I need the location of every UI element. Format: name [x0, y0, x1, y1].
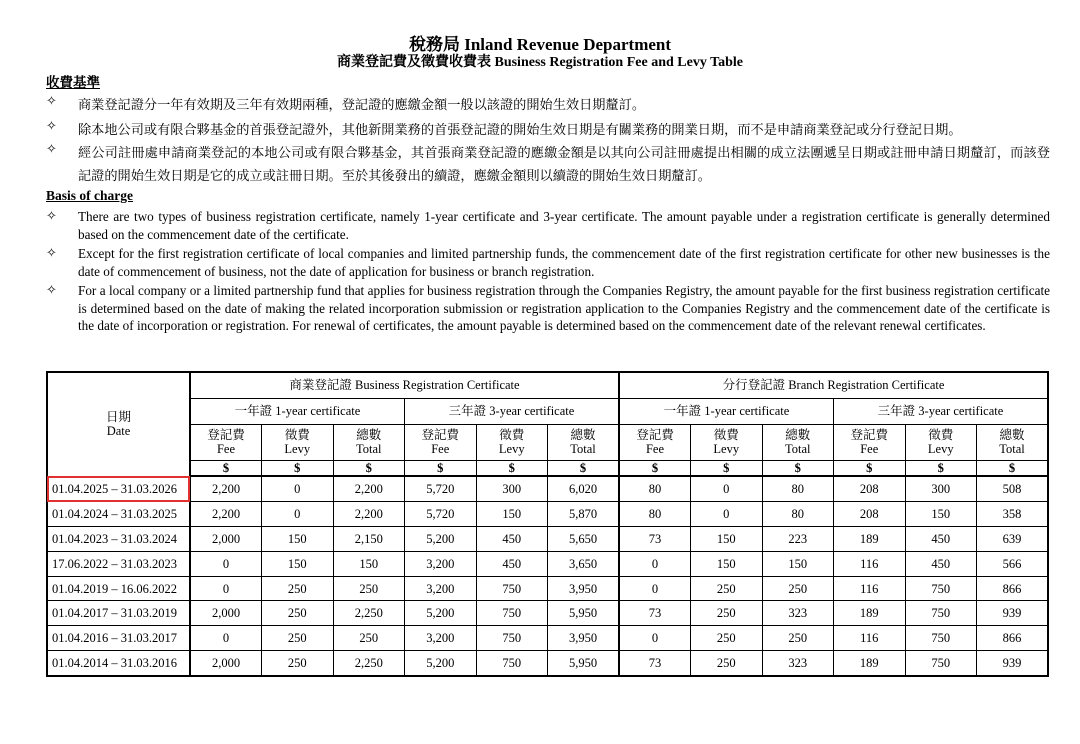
value-cell: 566 — [977, 551, 1049, 576]
date-header-zh: 日期 — [105, 410, 131, 425]
page-title: 稅務局 Inland Revenue Department — [408, 35, 672, 54]
value-cell: 189 — [834, 651, 906, 676]
value-cell: 2,000 — [190, 601, 262, 626]
basis-heading-zh: 收費基準 — [46, 75, 100, 90]
value-cell: 750 — [905, 626, 977, 651]
column-header — [476, 424, 548, 460]
value-cell: 3,650 — [548, 551, 620, 576]
group-header-branch: 分行登記證 Branch Registration Certificate — [619, 372, 1048, 398]
value-cell: 150 — [476, 502, 548, 527]
basis-en-bullet-2 — [46, 245, 1050, 280]
column-header-zh: 徵費 — [499, 428, 525, 443]
value-cell: 250 — [691, 651, 763, 676]
value-cell: 5,950 — [548, 601, 620, 626]
column-header-zh: 徵費 — [284, 428, 310, 443]
column-header — [548, 424, 620, 460]
value-cell: 250 — [333, 626, 405, 651]
value-cell: 250 — [762, 576, 834, 601]
value-cell: 250 — [262, 651, 334, 676]
value-cell: 450 — [905, 551, 977, 576]
value-cell: 750 — [905, 601, 977, 626]
bullet-icon: ✧ — [46, 93, 58, 108]
value-cell: 5,200 — [405, 601, 477, 626]
value-cell: 73 — [619, 527, 691, 552]
bullet-icon: ✧ — [46, 118, 58, 133]
basis-zh-bullet-3 — [46, 141, 1050, 187]
date-cell: 01.04.2024 – 31.03.2025 — [47, 502, 190, 527]
value-cell: 2,000 — [190, 651, 262, 676]
currency-cell: $ — [977, 460, 1049, 476]
value-cell: 750 — [476, 626, 548, 651]
column-header-en: Total — [570, 442, 596, 457]
basis-zh-text-3: 經公司註冊處申請商業登記的本地公司或有限合夥基金，其首張商業登記證的應繳金額是以其向公司註冊處提出相關的成立法團遞呈日期或註冊申請日期釐訂，而該登記證的開始生效日期是它的成立或註冊日期。至於其後發出的續證，應繳金額則以續證的開始生效日期釐訂。 — [78, 145, 1050, 183]
value-cell: 3,200 — [405, 626, 477, 651]
value-cell: 866 — [977, 576, 1049, 601]
value-cell: 80 — [762, 476, 834, 501]
currency-cell: $ — [834, 460, 906, 476]
value-cell: 5,200 — [405, 651, 477, 676]
value-cell: 250 — [262, 576, 334, 601]
column-header-zh: 總數 — [999, 428, 1025, 443]
bullet-icon: ✧ — [46, 141, 58, 156]
basis-en-text-2: Except for the first registration certificate of local companies and limited partnership funds, the commencement date of the first registration certificate for other new businesses is the date of commencement of business, not the date of application for business or branch registration. — [78, 246, 1050, 279]
value-cell: 3,950 — [548, 576, 620, 601]
column-header-en: Levy — [713, 442, 740, 457]
date-cell: 01.04.2017 – 31.03.2019 — [47, 601, 190, 626]
column-header — [691, 424, 763, 460]
basis-en-bullet-1 — [46, 208, 1050, 243]
value-cell: 5,720 — [405, 476, 477, 501]
table-row — [47, 527, 1048, 552]
column-header-en: Levy — [498, 442, 525, 457]
value-cell: 5,950 — [548, 651, 620, 676]
value-cell: 2,250 — [333, 651, 405, 676]
group-header-business: 商業登記證 Business Registration Certificate — [190, 372, 619, 398]
table-row — [47, 601, 1048, 626]
value-cell: 5,650 — [548, 527, 620, 552]
table-row — [47, 576, 1048, 601]
column-header-en: Fee — [860, 442, 879, 457]
column-header — [762, 424, 834, 460]
value-cell: 450 — [476, 551, 548, 576]
value-cell: 0 — [619, 576, 691, 601]
value-cell: 2,200 — [333, 476, 405, 501]
column-header-zh: 登記費 — [636, 428, 674, 443]
subgroup-header: 一年證 1-year certificate — [619, 398, 834, 424]
column-header-en: Total — [784, 442, 811, 457]
value-cell: 150 — [262, 527, 334, 552]
table-row — [47, 551, 1048, 576]
value-cell: 508 — [977, 476, 1049, 501]
column-header-zh: 總數 — [785, 428, 811, 443]
value-cell: 150 — [262, 551, 334, 576]
column-header-zh: 登記費 — [850, 428, 888, 443]
value-cell: 250 — [262, 626, 334, 651]
value-cell: 3,200 — [405, 576, 477, 601]
basis-en-bullet-3 — [46, 282, 1050, 335]
basis-en-text-3: For a local company or a limited partnership fund that applies for business registration through the Companies Registry, the amount payable for the first business registration certificate is determined based on the date of making the related incorporation submission or registration application to the Companies Registry and the commencement date of the certificate is the date of incorporation or registration. For renewal of certificates, the amount payable is determined based on the commencement date of the relevant renewal certificates. — [78, 283, 1050, 333]
value-cell: 750 — [905, 651, 977, 676]
value-cell: 358 — [977, 502, 1049, 527]
column-header-zh: 登記費 — [421, 428, 459, 443]
value-cell: 150 — [905, 502, 977, 527]
table-row — [47, 626, 1048, 651]
fee-levy-table — [46, 371, 1049, 677]
value-cell: 0 — [262, 476, 334, 501]
value-cell: 750 — [905, 576, 977, 601]
value-cell: 0 — [691, 476, 763, 501]
date-cell: 01.04.2014 – 31.03.2016 — [47, 651, 190, 676]
value-cell: 208 — [834, 476, 906, 501]
value-cell: 3,950 — [548, 626, 620, 651]
bullet-icon: ✧ — [46, 245, 58, 260]
value-cell: 323 — [762, 601, 834, 626]
column-header — [977, 424, 1049, 460]
value-cell: 0 — [190, 576, 262, 601]
date-cell: 01.04.2019 – 16.06.2022 — [47, 576, 190, 601]
value-cell: 2,200 — [190, 476, 262, 501]
value-cell: 0 — [691, 502, 763, 527]
value-cell: 250 — [691, 601, 763, 626]
column-header-en: Levy — [284, 442, 311, 457]
date-cell: 01.04.2016 – 31.03.2017 — [47, 626, 190, 651]
value-cell: 5,720 — [405, 502, 477, 527]
value-cell: 150 — [762, 551, 834, 576]
basis-zh-bullet-1 — [46, 93, 1050, 116]
currency-cell: $ — [476, 460, 548, 476]
value-cell: 0 — [262, 502, 334, 527]
value-cell: 250 — [762, 626, 834, 651]
bullet-icon: ✧ — [46, 208, 58, 223]
date-header-en: Date — [106, 424, 131, 439]
value-cell: 150 — [691, 527, 763, 552]
column-header-en: Total — [355, 442, 382, 457]
date-column-header — [47, 372, 190, 476]
value-cell: 450 — [476, 527, 548, 552]
value-cell: 250 — [333, 576, 405, 601]
value-cell: 223 — [762, 527, 834, 552]
value-cell: 80 — [619, 502, 691, 527]
table-row — [47, 651, 1048, 676]
subgroup-header: 三年證 3-year certificate — [405, 398, 620, 424]
column-header-en: Fee — [216, 442, 236, 457]
subgroup-header: 三年證 3-year certificate — [834, 398, 1049, 424]
column-header — [190, 424, 262, 460]
value-cell: 2,250 — [333, 601, 405, 626]
currency-cell: $ — [691, 460, 763, 476]
value-cell: 639 — [977, 527, 1049, 552]
date-cell: 01.04.2023 – 31.03.2024 — [47, 527, 190, 552]
value-cell: 189 — [834, 527, 906, 552]
subgroup-header: 一年證 1-year certificate — [190, 398, 405, 424]
value-cell: 6,020 — [548, 476, 620, 501]
basis-en-text-1: There are two types of business registration certificate, namely 1-year certificate and 3-year certificate. The amount payable under a registration certificate is generally determined based on the commencement date of the certificate. — [78, 209, 1050, 242]
value-cell: 116 — [834, 576, 906, 601]
value-cell: 2,200 — [190, 502, 262, 527]
value-cell: 150 — [691, 551, 763, 576]
column-header-zh: 徵費 — [928, 428, 954, 443]
value-cell: 116 — [834, 626, 906, 651]
value-cell: 450 — [905, 527, 977, 552]
column-header-zh: 總數 — [356, 428, 382, 443]
column-header — [619, 424, 691, 460]
currency-cell: $ — [405, 460, 477, 476]
column-header — [333, 424, 405, 460]
column-header-en: Total — [999, 442, 1025, 457]
value-cell: 2,000 — [190, 527, 262, 552]
date-cell: 17.06.2022 – 31.03.2023 — [47, 551, 190, 576]
currency-cell: $ — [190, 460, 262, 476]
basis-heading-en: Basis of charge — [46, 188, 133, 203]
value-cell: 250 — [691, 576, 763, 601]
date-cell-highlighted: 01.04.2025 – 31.03.2026 — [47, 476, 190, 501]
bullet-icon: ✧ — [46, 282, 58, 297]
column-header-zh: 徵費 — [713, 428, 739, 443]
currency-cell: $ — [548, 460, 620, 476]
currency-cell: $ — [762, 460, 834, 476]
value-cell: 750 — [476, 576, 548, 601]
value-cell: 80 — [762, 502, 834, 527]
value-cell: 116 — [834, 551, 906, 576]
value-cell: 208 — [834, 502, 906, 527]
page-subtitle: 商業登記費及徵費收費表 Business Registration Fee and Levy Table — [336, 55, 744, 70]
column-header-zh: 總數 — [570, 428, 596, 443]
value-cell: 2,200 — [333, 502, 405, 527]
value-cell: 189 — [834, 601, 906, 626]
column-header — [905, 424, 977, 460]
value-cell: 0 — [190, 626, 262, 651]
column-header — [405, 424, 477, 460]
currency-cell: $ — [333, 460, 405, 476]
value-cell: 2,150 — [333, 527, 405, 552]
currency-cell: $ — [262, 460, 334, 476]
value-cell: 750 — [476, 651, 548, 676]
column-header-en: Levy — [927, 442, 954, 457]
currency-cell: $ — [905, 460, 977, 476]
basis-zh-bullet-2 — [46, 118, 1050, 141]
value-cell: 150 — [333, 551, 405, 576]
value-cell: 250 — [691, 626, 763, 651]
column-header — [834, 424, 906, 460]
value-cell: 323 — [762, 651, 834, 676]
value-cell: 0 — [619, 551, 691, 576]
value-cell: 866 — [977, 626, 1049, 651]
value-cell: 250 — [262, 601, 334, 626]
column-header-zh: 登記費 — [207, 428, 245, 443]
value-cell: 5,200 — [405, 527, 477, 552]
basis-zh-text-2: 除本地公司或有限合夥基金的首張登記證外，其他新開業務的首張登記證的開始生效日期是有關業務的開業日期，而不是申請商業登記或分行登記日期。 — [78, 122, 962, 137]
value-cell: 80 — [619, 476, 691, 501]
value-cell: 0 — [190, 551, 262, 576]
value-cell: 73 — [619, 601, 691, 626]
value-cell: 5,870 — [548, 502, 620, 527]
value-cell: 73 — [619, 651, 691, 676]
value-cell: 939 — [977, 651, 1049, 676]
column-header-en: Fee — [431, 442, 450, 457]
basis-zh-text-1: 商業登記證分一年有效期及三年有效期兩種，登記證的應繳金額一般以該證的開始生效日期釐訂。 — [78, 97, 646, 112]
column-header-en: Fee — [645, 442, 665, 457]
table-row — [47, 476, 1048, 501]
value-cell: 939 — [977, 601, 1049, 626]
table-row — [47, 502, 1048, 527]
value-cell: 300 — [905, 476, 977, 501]
currency-cell: $ — [619, 460, 691, 476]
value-cell: 3,200 — [405, 551, 477, 576]
column-header — [262, 424, 334, 460]
value-cell: 300 — [476, 476, 548, 501]
value-cell: 0 — [619, 626, 691, 651]
value-cell: 750 — [476, 601, 548, 626]
